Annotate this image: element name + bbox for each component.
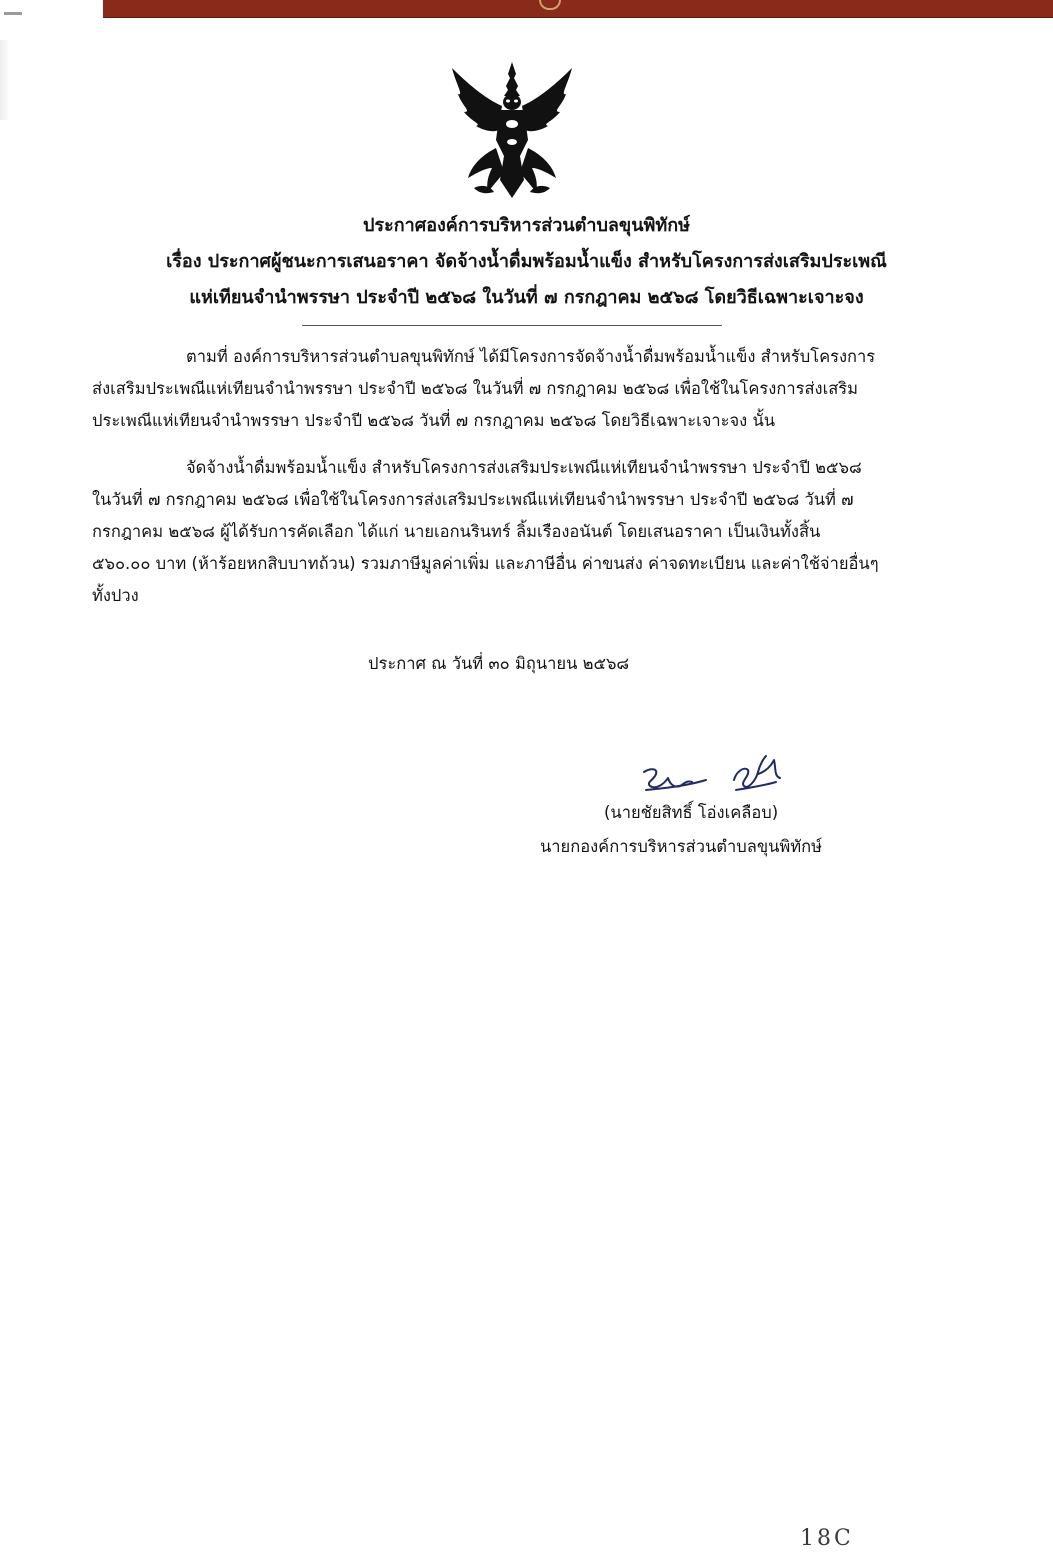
announcement-subject: เรื่อง ประกาศผู้ชนะการเสนอราคา จัดจ้างน้ำดื่มพร้อมน้ำแข็ง สำหรับโครงการส่งเสริมประเพณี bbox=[166, 251, 887, 272]
paragraph2-line: ทั้งปวง bbox=[92, 586, 139, 605]
handwritten-page-number: 18C bbox=[800, 1526, 854, 1551]
top-color-strip bbox=[103, 0, 1053, 18]
scan-edge-shadow bbox=[0, 40, 10, 120]
paragraph2-line: ในวันที่ ๗ กรกฎาคม ๒๕๖๘ เพื่อใช้ในโครงการส่งเสริมประเพณีแห่เทียนจำนำพรรษา ประจำปี ๒๕๖๘ วันที่ ๗ bbox=[92, 490, 854, 509]
strip-ornament bbox=[539, 0, 561, 10]
paragraph1-line: ส่งเสริมประเพณีแห่เทียนจำนำพรรษา ประจำปี ๒๕๖๘ ในวันที่ ๗ กรกฎาคม ๒๕๖๘ เพื่อใช้ในโครงการส่งเสริม bbox=[92, 379, 859, 398]
paragraph1-line: ประเพณีแห่เทียนจำนำพรรษา ประจำปี ๒๕๖๘ วันที่ ๗ กรกฎาคม ๒๕๖๘ โดยวิธีเฉพาะเจาะจง นั้น bbox=[92, 411, 776, 430]
announcement-title: ประกาศองค์การบริหารส่วนตำบลขุนพิทักษ์ bbox=[363, 215, 690, 236]
garuda-emblem-icon bbox=[438, 60, 586, 200]
scan-edge-mark bbox=[4, 12, 22, 15]
paragraph2-line: จัดจ้างน้ำดื่มพร้อมน้ำแข็ง สำหรับโครงการส่งเสริมประเพณีแห่เทียนจำนำพรรษา ประจำปี ๒๕๖๘ bbox=[186, 458, 862, 477]
paragraph1-line: ตามที่ องค์การบริหารส่วนตำบลขุนพิทักษ์ ได้มีโครงการจัดจ้างน้ำดื่มพร้อมน้ำแข็ง สำหรับโครงการ bbox=[186, 347, 876, 366]
signer-title: นายกองค์การบริหารส่วนตำบลขุนพิทักษ์ bbox=[540, 837, 823, 856]
signer-name: (นายชัยสิทธิ์ โอ่งเคลือบ) bbox=[604, 803, 779, 822]
announcement-date: ประกาศ ณ วันที่ ๓๐ มิถุนายน ๒๕๖๘ bbox=[368, 654, 630, 673]
announcement-subject-continued: แห่เทียนจำนำพรรษา ประจำปี ๒๕๖๘ ในวันที่ ๗ กรกฎาคม ๒๕๖๘ โดยวิธีเฉพาะเจาะจง bbox=[189, 287, 864, 308]
heading-divider bbox=[302, 325, 722, 326]
handwritten-signature-icon bbox=[636, 750, 796, 798]
paragraph2-line: กรกฎาคม ๒๕๖๘ ผู้ได้รับการคัดเลือก ได้แก่ นายเอกนรินทร์ ลิ้มเรืองอนันต์ โดยเสนอราคา เป็นเงินทั้งสิ้น bbox=[92, 522, 821, 541]
paragraph2-line: ๕๖๐.๐๐ บาท (ห้าร้อยหกสิบบาทถ้วน) รวมภาษีมูลค่าเพิ่ม และภาษีอื่น ค่าขนส่ง ค่าจดทะเบียน และค่าใช้จ่ายอื่นๆ bbox=[92, 554, 879, 573]
